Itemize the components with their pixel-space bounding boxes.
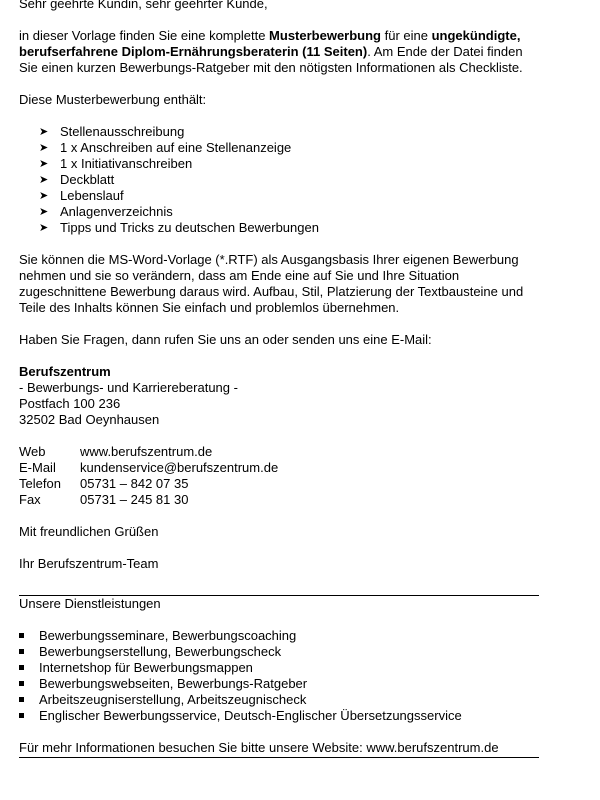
square-bullet-icon — [19, 649, 24, 654]
list-item: Internetshop für Bewerbungsmappen — [19, 660, 539, 676]
contact-value: 05731 – 245 81 30 — [80, 492, 189, 507]
services-list — [19, 628, 539, 724]
square-bullet-icon — [19, 633, 24, 638]
contact-value: kundenservice@berufszentrum.de — [80, 460, 279, 475]
arrow-bullet-icon: ➤ — [39, 126, 49, 138]
intro-text-post: . Am Ende der Datei finden Sie einen kurzen Bewerbungs-Ratgeber mit den nötigsten Informationen als Checkliste. — [19, 44, 523, 75]
intro-paragraph — [19, 28, 539, 76]
list-item: Bewerbungswebseiten, Bewerbungs-Ratgeber — [19, 676, 539, 692]
list-item: ➤ Deckblatt — [39, 172, 115, 187]
intro-bold-product: Musterbewerbung — [269, 28, 382, 43]
template-paragraph: Sie können die MS-Word-Vorlage (*.RTF) als Ausgangsbasis Ihrer eigenen Bewerbung nehmen und sie so verändern, dass am Ende eine auf Sie und Ihre Situation zugeschnittene Bewerbung daraus wird. Aufbau, Stil, Platzierung der Textbausteine und Teile des Inhalts können Sie einfach und problemlos übernehmen. — [19, 252, 524, 315]
contact-label: Telefon — [19, 476, 61, 491]
intro-bold-profile: ungekündigte, berufserfahrene Diplom-Ernährungsberaterin (11 Seiten) — [19, 28, 521, 59]
services-heading: Unsere Dienstleistungen — [19, 596, 161, 611]
contact-value: 05731 – 842 07 35 — [80, 476, 189, 491]
list-item: ➤ 1 x Anschreiben auf eine Stellenanzeige — [39, 140, 292, 155]
list-item: Bewerbungsseminare, Bewerbungscoaching — [19, 628, 539, 644]
arrow-bullet-icon: ➤ — [39, 190, 49, 202]
contact-row-fax — [19, 492, 539, 508]
list-item: ➤ 1 x Initiativanschreiben — [39, 156, 193, 171]
divider — [19, 757, 539, 758]
list-item: Arbeitszeugniserstellung, Arbeitszeugnischeck — [19, 692, 539, 708]
closing-line: Mit freundlichen Grüßen — [19, 524, 159, 539]
contact-label: Web — [19, 444, 46, 459]
list-item: ➤ Anlagenverzeichnis — [39, 204, 173, 219]
contact-row-phone — [19, 476, 539, 492]
square-bullet-icon — [19, 681, 24, 686]
address-city: 32502 Bad Oeynhausen — [19, 412, 160, 427]
contents-list — [19, 124, 539, 236]
arrow-bullet-icon: ➤ — [39, 222, 49, 234]
intro-text-pre: in dieser Vorlage finden Sie eine komplette — [19, 28, 270, 43]
salutation: Sehr geehrte Kundin, sehr geehrter Kunde, — [19, 0, 268, 11]
contact-table — [19, 444, 539, 508]
list-item: ➤ Lebenslauf — [39, 188, 124, 203]
square-bullet-icon — [19, 665, 24, 670]
intro-text-mid: für eine — [381, 28, 432, 43]
contact-row-web — [19, 444, 539, 460]
square-bullet-icon — [19, 713, 24, 718]
contents-heading: Diese Musterbewerbung enthält: — [19, 92, 207, 107]
company-name: Berufszentrum — [19, 364, 111, 379]
list-item: Bewerbungserstellung, Bewerbungscheck — [19, 644, 539, 660]
square-bullet-icon — [19, 697, 24, 702]
contact-label: E-Mail — [19, 460, 56, 475]
contact-value: www.berufszentrum.de — [80, 444, 213, 459]
document-page — [19, 0, 539, 758]
signature-line: Ihr Berufszentrum-Team — [19, 556, 159, 571]
address-block — [19, 364, 539, 428]
list-item: ➤ Stellenausschreibung — [39, 124, 185, 139]
address-street: Postfach 100 236 — [19, 396, 121, 411]
arrow-bullet-icon: ➤ — [39, 174, 49, 186]
arrow-bullet-icon: ➤ — [39, 142, 49, 154]
footer-info: Für mehr Informationen besuchen Sie bitte unsere Website: www.berufszentrum.de — [19, 740, 499, 755]
arrow-bullet-icon: ➤ — [39, 206, 49, 218]
arrow-bullet-icon: ➤ — [39, 158, 49, 170]
list-item: Englischer Bewerbungsservice, Deutsch-Englischer Übersetzungsservice — [19, 708, 539, 724]
questions-paragraph: Haben Sie Fragen, dann rufen Sie uns an oder senden uns eine E-Mail: — [19, 332, 432, 347]
company-tagline: - Bewerbungs- und Karriereberatung - — [19, 380, 238, 395]
list-item: ➤ Tipps und Tricks zu deutschen Bewerbungen — [39, 220, 319, 235]
contact-row-email — [19, 460, 539, 476]
contact-label: Fax — [19, 492, 41, 507]
